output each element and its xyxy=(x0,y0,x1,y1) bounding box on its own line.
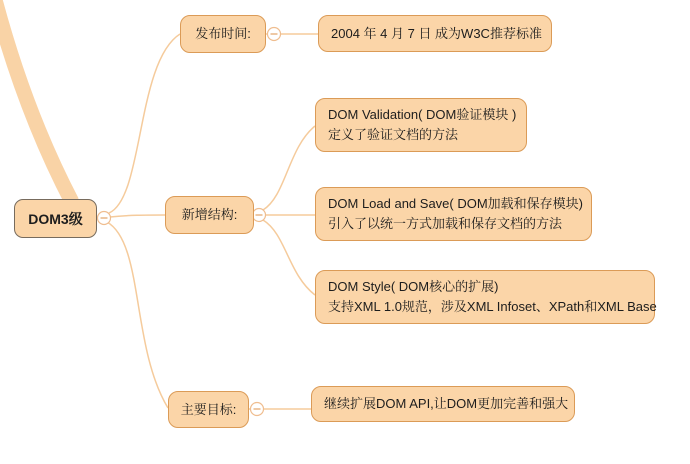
leaf-text-line: DOM Validation( DOM验证模块 ) xyxy=(328,107,517,122)
leaf-line-validation xyxy=(263,126,315,210)
topic-main-goals-label: 主要目标: xyxy=(180,401,237,417)
leaf-dom-validation[interactable] xyxy=(315,98,527,152)
leaf-text-line: 引入了以统一方式加载和保存文档的方法 xyxy=(328,216,563,231)
leaf-text-line: 继续扩展DOM API,让DOM更加完善和强大 xyxy=(324,396,569,411)
root-topic-dom3[interactable] xyxy=(14,199,97,238)
root-topic-label: DOM3级 xyxy=(28,210,83,227)
parent-branch-line xyxy=(0,0,72,202)
leaf-text-line: 定义了验证文档的方法 xyxy=(328,127,459,142)
topic-new-structures-label: 新增结构: xyxy=(181,207,238,222)
collapse-toggle-release-date[interactable] xyxy=(268,28,281,41)
collapse-toggle-root[interactable] xyxy=(98,212,111,225)
branch-line-release-date xyxy=(109,34,180,213)
leaf-expand-dom-api[interactable] xyxy=(311,386,575,422)
topic-release-date-label: 发布时间: xyxy=(195,26,251,41)
topic-main-goals[interactable] xyxy=(168,391,249,428)
leaf-text-line: DOM Style( DOM核心的扩展) xyxy=(328,279,499,294)
leaf-text-line: 2004 年 4 月 7 日 成为W3C推荐标准 xyxy=(331,25,542,41)
leaf-w3c-recommendation[interactable] xyxy=(318,15,552,52)
leaf-text-line: DOM Load and Save( DOM加载和保存模块) xyxy=(328,196,584,211)
topic-release-date[interactable] xyxy=(180,15,266,53)
collapse-toggle-main-goals[interactable] xyxy=(251,403,264,416)
leaf-dom-style[interactable] xyxy=(315,270,655,324)
leaf-line-style xyxy=(263,220,315,295)
collapse-toggle-new-structures[interactable] xyxy=(253,209,266,222)
branch-line-main-goals xyxy=(107,222,168,408)
leaf-dom-load-save[interactable] xyxy=(315,187,592,241)
topic-new-structures[interactable] xyxy=(165,196,254,234)
branch-line-new-structures xyxy=(110,215,165,217)
leaf-text-line: 支持XML 1.0规范，涉及XML Infoset、XPath和XML Base xyxy=(328,299,657,314)
